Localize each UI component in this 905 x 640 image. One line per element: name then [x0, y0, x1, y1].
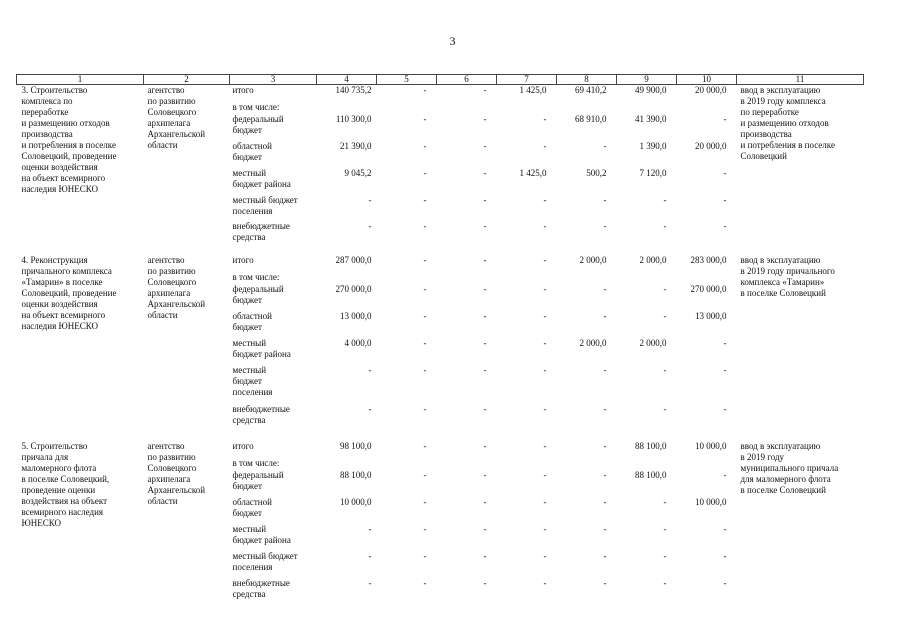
funding-source [230, 195, 317, 221]
value-cell-col-4: 140 735,2 [335, 85, 372, 95]
value-cell-col-7: - [543, 310, 547, 321]
expected-result-line: производства [740, 129, 792, 139]
funding-source-line: поселения [232, 205, 273, 216]
value-cell-col-4: 110 300,0 [335, 113, 372, 124]
value-cell-col-8: - [603, 220, 607, 231]
value-cell-col-7: - [543, 113, 547, 124]
value-cell-col-5: - [423, 310, 427, 321]
value-cell-col-5: - [423, 550, 427, 561]
value-cell-col-7 [497, 458, 557, 470]
funding-source [230, 338, 317, 365]
funding-source-line: бюджет [232, 507, 262, 518]
funding-source-line: итого [232, 254, 254, 265]
executor [144, 85, 230, 255]
value-cell-col-10: - [723, 337, 727, 348]
column-header-10: 10 [677, 75, 737, 85]
value-cell-col-8: - [603, 469, 607, 480]
measure-name-line: Соловецкий, проведение [21, 151, 117, 161]
funding-source [230, 458, 317, 470]
value-cell-col-4: - [368, 194, 372, 205]
value-cell-col-10: - [723, 550, 727, 561]
funding-source-line: средства [232, 588, 266, 599]
executor-line: Соловецкого [147, 107, 197, 117]
funding-source [230, 365, 317, 404]
value-cell-col-5: - [423, 523, 427, 534]
value-cell-col-6: - [483, 85, 487, 95]
measure-name-line: 4. Реконструкция [21, 254, 88, 265]
value-cell-col-7: 1 425,0 [519, 167, 547, 178]
value-cell-col-9: - [663, 577, 667, 588]
funding-source-line: федеральный [232, 469, 284, 480]
funding-source [230, 524, 317, 551]
value-cell-col-5 [377, 458, 437, 470]
program-table [16, 74, 864, 605]
funding-source-line: бюджет [232, 375, 262, 386]
value-cell-col-6: - [483, 220, 487, 231]
column-number-row [17, 75, 864, 85]
expected-result-line: для маломерного флота [740, 473, 831, 484]
funding-source-line: поселения [232, 561, 273, 572]
value-cell-col-8: - [603, 364, 607, 375]
value-cell-col-9 [617, 272, 677, 284]
value-cell-col-10: - [723, 220, 727, 231]
executor-line: архипелага [147, 473, 191, 484]
column-header-1: 1 [17, 75, 144, 85]
value-cell-col-4: 21 390,0 [340, 140, 372, 151]
value-cell-col-8: 500,2 [586, 167, 607, 178]
value-cell-col-4: - [368, 403, 372, 414]
value-cell-col-5: - [423, 140, 427, 151]
value-cell-col-5: - [423, 254, 427, 265]
funding-source [230, 311, 317, 338]
value-cell-col-8: - [603, 194, 607, 205]
measure-name-line: воздействия на объект [21, 495, 108, 506]
value-cell-col-7: - [543, 364, 547, 375]
expected-result-line: в 2019 году [740, 451, 785, 462]
funding-source-line: поселения [232, 386, 273, 397]
value-cell-col-9: - [663, 550, 667, 561]
value-cell-col-4 [317, 272, 377, 284]
value-cell-col-7: - [543, 283, 547, 294]
value-cell-col-9: 88 100,0 [635, 440, 667, 451]
measure-name-line: наследия ЮНЕСКО [21, 320, 98, 331]
expected-result-line: и потребления в поселке [740, 140, 835, 150]
measure-name-line: производства [21, 129, 73, 139]
column-header-2: 2 [144, 75, 230, 85]
measure-name-line: на объект всемирного [21, 309, 106, 320]
value-cell-col-7 [497, 272, 557, 284]
executor-line: архипелага [147, 287, 191, 298]
funding-source [230, 141, 317, 168]
value-cell-col-8: - [603, 550, 607, 561]
value-cell-col-7: - [543, 469, 547, 480]
funding-source [230, 441, 317, 458]
measure-name-line: оценки воздействия [21, 162, 98, 172]
value-cell-col-6: - [483, 310, 487, 321]
value-cell-col-4: 9 045,2 [344, 167, 372, 178]
value-cell-col-5: - [423, 194, 427, 205]
executor-line: области [147, 495, 178, 506]
funding-source [230, 255, 317, 272]
funding-source [230, 470, 317, 497]
expected-result-line: ввод в эксплуатацию [740, 440, 821, 451]
value-cell-col-6: - [483, 550, 487, 561]
column-header-7: 7 [497, 75, 557, 85]
funding-source-line: внебюджетные [232, 577, 290, 588]
value-cell-col-8: - [603, 403, 607, 414]
value-cell-col-6: - [483, 523, 487, 534]
measure-name-line: переработке [21, 107, 69, 117]
value-cell-col-5 [377, 102, 437, 114]
measure-name-line: наследия ЮНЕСКО [21, 184, 98, 194]
funding-source-line: местный бюджет [232, 194, 298, 205]
value-cell-col-5: - [423, 364, 427, 375]
table-row [17, 441, 864, 458]
table-body [17, 85, 864, 605]
executor-line: Архангельской [147, 298, 206, 309]
value-cell-col-6: - [483, 337, 487, 348]
value-cell-col-8: 2 000,0 [579, 254, 607, 265]
executor [144, 255, 230, 441]
expected-result-line: ввод в эксплуатацию [740, 85, 821, 95]
measure-name-line: в поселке Соловецкий, [21, 473, 110, 484]
expected-result-line: комплекса «Тамарин» [740, 276, 825, 287]
value-cell-col-9: - [663, 364, 667, 375]
value-cell-col-7: - [543, 140, 547, 151]
value-cell-col-6: - [483, 140, 487, 151]
column-header-6: 6 [437, 75, 497, 85]
value-cell-col-7: - [543, 440, 547, 451]
funding-source [230, 551, 317, 578]
value-cell-col-10: - [723, 523, 727, 534]
value-cell-col-7: - [543, 254, 547, 265]
value-cell-col-9 [617, 458, 677, 470]
funding-source-line: местный [232, 364, 267, 375]
funding-source [230, 578, 317, 605]
value-cell-col-9: - [663, 220, 667, 231]
value-cell-col-6 [437, 102, 497, 114]
value-cell-col-10: - [723, 364, 727, 375]
value-cell-col-5: - [423, 403, 427, 414]
value-cell-col-5: - [423, 469, 427, 480]
value-cell-col-8: - [603, 140, 607, 151]
funding-source-line: средства [232, 231, 266, 242]
value-cell-col-9: - [663, 403, 667, 414]
expected-result-line: в 2019 году причального [740, 265, 835, 276]
value-cell-col-6: - [483, 469, 487, 480]
value-cell-col-5: - [423, 440, 427, 451]
value-cell-col-4: 13 000,0 [340, 310, 372, 321]
funding-source [230, 404, 317, 441]
measure-name-line: на объект всемирного [21, 173, 106, 183]
value-cell-col-7: - [543, 194, 547, 205]
value-cell-col-8: - [603, 440, 607, 451]
expected-result-line: в поселке Соловецкий [740, 484, 826, 495]
value-cell-col-6: - [483, 167, 487, 178]
measure-name-line: всемирного наследия [21, 506, 104, 517]
executor-line: агентство [147, 254, 185, 265]
expected-result-line: и размещению отходов [740, 118, 829, 128]
value-cell-col-10: 270 000,0 [690, 283, 727, 294]
value-cell-col-7: - [543, 403, 547, 414]
value-cell-col-9: - [663, 496, 667, 507]
funding-source [230, 272, 317, 284]
executor-line: архипелага [147, 118, 191, 128]
funding-source-line: областной [232, 310, 272, 321]
value-cell-col-10 [677, 458, 737, 470]
expected-result-line: в поселке Соловецкий [740, 287, 826, 298]
value-cell-col-7: - [543, 496, 547, 507]
value-cell-col-9: 88 100,0 [635, 469, 667, 480]
value-cell-col-10 [677, 102, 737, 114]
executor-line: области [147, 140, 178, 150]
executor-line: по развитию [147, 96, 196, 106]
expected-result [737, 441, 864, 605]
funding-source-line: бюджет [232, 294, 262, 305]
value-cell-col-7: - [543, 337, 547, 348]
value-cell-col-8: 2 000,0 [579, 337, 607, 348]
value-cell-col-5: - [423, 113, 427, 124]
value-cell-col-8: - [603, 310, 607, 321]
page-number: 3 [449, 34, 456, 48]
executor [144, 441, 230, 605]
value-cell-col-8 [557, 272, 617, 284]
measure-name-line: маломерного флота [21, 462, 97, 473]
executor-line: Соловецкого [147, 276, 197, 287]
value-cell-col-4: 98 100,0 [340, 440, 372, 451]
value-cell-col-4: - [368, 220, 372, 231]
funding-source-line: итого [232, 85, 254, 95]
value-cell-col-5: - [423, 167, 427, 178]
value-cell-col-5: - [423, 496, 427, 507]
funding-source-line: федеральный [232, 113, 284, 124]
executor-line: по развитию [147, 265, 196, 276]
value-cell-col-6: - [483, 364, 487, 375]
executor-line: области [147, 309, 178, 320]
funding-source-line: бюджет [232, 124, 262, 135]
value-cell-col-6 [437, 272, 497, 284]
measure-name-line: и потребления в поселке [21, 140, 116, 150]
value-cell-col-7: - [543, 577, 547, 588]
value-cell-col-10: 20 000,0 [695, 140, 727, 151]
value-cell-col-4: - [368, 364, 372, 375]
measure-name-line: оценки воздействия [21, 298, 98, 309]
expected-result [737, 85, 864, 255]
executor-line: Архангельской [147, 129, 206, 139]
value-cell-col-9: 2 000,0 [639, 337, 667, 348]
value-cell-col-5: - [423, 577, 427, 588]
value-cell-col-10: 283 000,0 [690, 254, 727, 265]
funding-source-line: местный [232, 167, 267, 178]
measure-name-line: ЮНЕСКО [21, 517, 62, 528]
value-cell-col-10: 10 000,0 [695, 496, 727, 507]
value-cell-col-7 [497, 102, 557, 114]
measure-name [17, 85, 144, 255]
value-cell-col-6: - [483, 496, 487, 507]
funding-source-line: бюджет района [232, 178, 291, 189]
value-cell-col-4: - [368, 523, 372, 534]
expected-result-line: в 2019 году комплекса [740, 96, 826, 106]
value-cell-col-10: - [723, 194, 727, 205]
executor-line: по развитию [147, 451, 196, 462]
measure-name [17, 441, 144, 605]
value-cell-col-8: - [603, 283, 607, 294]
value-cell-col-8: 69 410,2 [575, 85, 607, 95]
value-cell-col-4: - [368, 550, 372, 561]
funding-source-line: внебюджетные [232, 403, 290, 414]
value-cell-col-4: 287 000,0 [335, 254, 372, 265]
value-cell-col-4: 88 100,0 [340, 469, 372, 480]
value-cell-col-10: - [723, 167, 727, 178]
value-cell-col-7: - [543, 550, 547, 561]
value-cell-col-4: 270 000,0 [335, 283, 372, 294]
funding-source-line: местный [232, 523, 267, 534]
funding-source [230, 114, 317, 141]
expected-result-line: ввод в эксплуатацию [740, 254, 821, 265]
expected-result-line: по переработке [740, 107, 799, 117]
table-row [17, 255, 864, 272]
value-cell-col-5 [377, 272, 437, 284]
funding-source [230, 497, 317, 524]
measure-name [17, 255, 144, 441]
value-cell-col-10 [677, 272, 737, 284]
measure-name-line: причала для [21, 451, 69, 462]
value-cell-col-4 [317, 458, 377, 470]
measure-name-line: причального комплекса [21, 265, 112, 276]
expected-result [737, 255, 864, 441]
funding-source [230, 284, 317, 311]
value-cell-col-8 [557, 458, 617, 470]
value-cell-col-7: - [543, 523, 547, 534]
value-cell-col-7: 1 425,0 [519, 85, 547, 95]
column-header-5: 5 [377, 75, 437, 85]
measure-name-line: и размещению отходов [21, 118, 110, 128]
funding-source-line: средства [232, 414, 266, 425]
table-row [17, 85, 864, 102]
funding-source-line: итого [232, 440, 254, 451]
value-cell-col-10: - [723, 113, 727, 124]
executor-line: агентство [147, 440, 185, 451]
value-cell-col-10: - [723, 577, 727, 588]
value-cell-col-6: - [483, 440, 487, 451]
expected-result-line: Соловецкий [740, 151, 787, 161]
column-header-3: 3 [230, 75, 317, 85]
value-cell-col-5: - [423, 337, 427, 348]
value-cell-col-9: - [663, 194, 667, 205]
value-cell-col-4: 10 000,0 [340, 496, 372, 507]
executor-line: Соловецкого [147, 462, 197, 473]
funding-source-line: бюджет района [232, 534, 291, 545]
funding-source-line: бюджет [232, 151, 262, 162]
value-cell-col-4: - [368, 577, 372, 588]
value-cell-col-6: - [483, 254, 487, 265]
executor-line: Архангельской [147, 484, 206, 495]
value-cell-col-6: - [483, 403, 487, 414]
value-cell-col-5: - [423, 85, 427, 95]
value-cell-col-9: 2 000,0 [639, 254, 667, 265]
value-cell-col-6 [437, 458, 497, 470]
value-cell-col-10: 20 000,0 [695, 85, 727, 95]
value-cell-col-9 [617, 102, 677, 114]
funding-source [230, 102, 317, 114]
value-cell-col-9: 7 120,0 [639, 167, 667, 178]
value-cell-col-6: - [483, 113, 487, 124]
value-cell-col-9: - [663, 523, 667, 534]
funding-source-line: внебюджетные [232, 220, 290, 231]
column-header-9: 9 [617, 75, 677, 85]
value-cell-col-10: 13 000,0 [695, 310, 727, 321]
column-header-4: 4 [317, 75, 377, 85]
value-cell-col-4: 4 000,0 [344, 337, 372, 348]
funding-source-line: бюджет [232, 321, 262, 332]
column-header-8: 8 [557, 75, 617, 85]
value-cell-col-5: - [423, 283, 427, 294]
value-cell-col-9: - [663, 310, 667, 321]
value-cell-col-10: 10 000,0 [695, 440, 727, 451]
funding-source [230, 85, 317, 102]
value-cell-col-7: - [543, 220, 547, 231]
funding-source [230, 168, 317, 195]
funding-source-line: в том числе: [232, 101, 280, 112]
measure-name-line: Соловецкий, проведение [21, 287, 117, 298]
funding-source-line: местный бюджет [232, 550, 298, 561]
expected-result-line: муниципального причала [740, 462, 839, 473]
value-cell-col-8: 68 910,0 [575, 113, 607, 124]
value-cell-col-8: - [603, 523, 607, 534]
funding-source-line: в том числе: [232, 457, 280, 468]
funding-source-line: бюджет района [232, 348, 291, 359]
value-cell-col-9: 41 390,0 [635, 113, 667, 124]
executor-line: агентство [147, 85, 185, 95]
value-cell-col-10: - [723, 403, 727, 414]
funding-source [230, 221, 317, 255]
value-cell-col-9: 1 390,0 [639, 140, 667, 151]
value-cell-col-6: - [483, 577, 487, 588]
funding-source-line: областной [232, 496, 272, 507]
column-header-11: 11 [737, 75, 864, 85]
measure-name-line: 5. Строительство [21, 440, 88, 451]
value-cell-col-10: - [723, 469, 727, 480]
funding-source-line: областной [232, 140, 272, 151]
measure-name-line: комплекса по [21, 96, 73, 106]
value-cell-col-5: - [423, 220, 427, 231]
value-cell-col-8: - [603, 577, 607, 588]
value-cell-col-8: - [603, 496, 607, 507]
funding-source-line: местный [232, 337, 267, 348]
value-cell-col-9: - [663, 283, 667, 294]
measure-name-line: 3. Строительство [21, 85, 88, 95]
funding-source-line: в том числе: [232, 271, 280, 282]
funding-source-line: федеральный [232, 283, 284, 294]
value-cell-col-6: - [483, 283, 487, 294]
measure-name-line: «Тамарин» в поселке [21, 276, 103, 287]
funding-source-line: бюджет [232, 480, 262, 491]
value-cell-col-9: 49 900,0 [635, 85, 667, 95]
measure-name-line: проведение оценки [21, 484, 96, 495]
value-cell-col-6: - [483, 194, 487, 205]
value-cell-col-4 [317, 102, 377, 114]
value-cell-col-8 [557, 102, 617, 114]
